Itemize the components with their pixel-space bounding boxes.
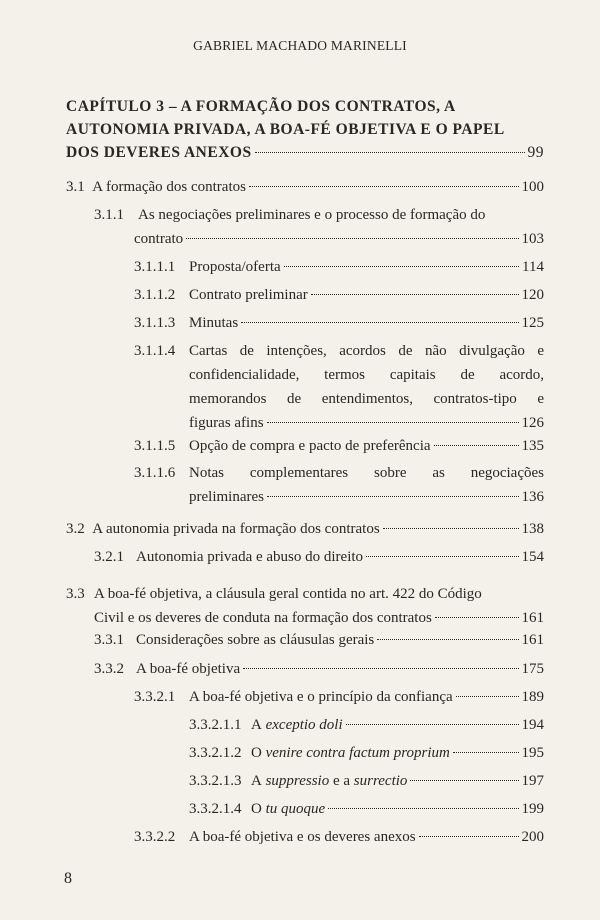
section-title-prefix: A [251, 773, 262, 789]
page-ref: 125 [521, 315, 544, 331]
page-ref: 161 [521, 632, 544, 648]
dot-leader [255, 152, 525, 153]
section-title: Minutas [189, 315, 239, 331]
section-number: 3.1.1.5 [134, 438, 176, 454]
section-number: 3.1.1 [94, 207, 124, 223]
section-number: 3.3.1 [94, 632, 124, 648]
section-title-prefix: O [251, 801, 262, 817]
toc-entry-3-3-2-1-3 [189, 769, 544, 793]
section-number: 3.2.1 [94, 549, 124, 565]
page-ref: 135 [521, 438, 544, 454]
section-title-italic: exceptio doli [265, 717, 343, 733]
page-ref: 195 [521, 745, 544, 761]
toc-entry-3-1-1-5 [134, 434, 544, 458]
section-number: 3.3.2.1.1 [189, 717, 242, 733]
dot-leader [311, 294, 519, 295]
toc-entry-3-3-2-1-2 [189, 741, 544, 765]
dot-leader [456, 696, 519, 697]
toc-entry-3-1-1 [94, 203, 544, 251]
section-number: 3.3.2.1.4 [189, 801, 242, 817]
toc-entry-3-1-1-4 [134, 339, 544, 435]
section-number: 3.3.2.2 [134, 829, 176, 845]
page-ref: 154 [521, 549, 544, 565]
toc-entry-3-1 [66, 175, 544, 199]
section-title-middle: e a [332, 773, 351, 789]
page-ref: 199 [521, 801, 544, 817]
dot-leader [249, 186, 519, 187]
section-title: Notas complementares sobre as negociações [189, 465, 544, 481]
section-title: Cartas de intenções, acordos de não divulgação e [189, 343, 544, 359]
toc-entry-3-3-2-2 [134, 825, 544, 849]
section-title-cont: memorandos de entendimentos, contratos-tipo e [189, 391, 544, 407]
section-number: 3.3.2.1.3 [189, 773, 242, 789]
dot-leader [267, 496, 519, 497]
section-title-cont: figuras afins [189, 415, 264, 431]
dot-leader [366, 556, 518, 557]
page-ref: 161 [521, 610, 544, 626]
section-title-cont: confidencialidade, termos capitais de acordo, [189, 367, 544, 383]
chapter-title-text: DOS DEVERES ANEXOS [66, 144, 252, 161]
toc-entry-3-3-2-1 [134, 685, 544, 709]
section-number: 3.3.2.1.2 [189, 745, 242, 761]
running-head: GABRIEL MACHADO MARINELLI [193, 38, 407, 53]
section-title: Opção de compra e pacto de preferência [189, 438, 431, 454]
section-title: Contrato preliminar [189, 287, 308, 303]
page-ref: 189 [521, 689, 544, 705]
section-number: 3.3 [66, 586, 85, 602]
dot-leader [453, 752, 519, 753]
dot-leader [434, 445, 519, 446]
dot-leader [435, 617, 519, 618]
page-ref: 138 [521, 521, 544, 537]
page-ref: 100 [521, 179, 544, 195]
section-title-prefix: O [251, 745, 262, 761]
section-title: A boa-fé objetiva [136, 661, 241, 677]
dot-leader [243, 668, 518, 669]
chapter-heading [66, 95, 544, 164]
section-title: A boa-fé objetiva e o princípio da confiança [189, 689, 453, 705]
section-title: As negociações preliminares e o processo de formação do [138, 207, 486, 223]
dot-leader [383, 528, 519, 529]
page-ref: 120 [521, 287, 544, 303]
section-title: A autonomia privada na formação dos contratos [92, 521, 380, 537]
page-ref: 194 [521, 717, 544, 733]
dot-leader [241, 322, 518, 323]
chapter-title-line-3 [66, 141, 544, 164]
toc-entry-3-2 [66, 517, 544, 541]
section-number: 3.1.1.1 [134, 259, 176, 275]
toc-entry-3-3-1 [94, 628, 544, 652]
section-title-prefix: A [251, 717, 262, 733]
toc-entry-3-1-1-2 [134, 283, 544, 307]
dot-leader [328, 808, 518, 809]
toc-entry-3-2-1 [94, 545, 544, 569]
page-ref: 200 [521, 829, 544, 845]
section-number: 3.1.1.3 [134, 315, 176, 331]
toc-entry-3-1-1-1 [134, 255, 544, 279]
section-title: Proposta/oferta [189, 259, 281, 275]
toc-entry-3-3 [66, 582, 544, 630]
section-title: A formação dos contratos [92, 179, 246, 195]
toc-entry-3-3-2 [94, 657, 544, 681]
page-number: 8 [64, 870, 72, 887]
section-number: 3.1.1.6 [134, 465, 176, 481]
page-ref: 136 [521, 489, 544, 505]
section-number: 3.2 [66, 521, 85, 537]
dot-leader [284, 266, 519, 267]
chapter-title-line-2: AUTONOMIA PRIVADA, A BOA-FÉ OBJETIVA E O PAPEL [66, 121, 505, 138]
section-number: 3.1 [66, 179, 85, 195]
section-number: 3.3.2 [94, 661, 124, 677]
section-title: Considerações sobre as cláusulas gerais [136, 632, 375, 648]
section-number: 3.1.1.4 [134, 343, 176, 359]
page-ref: 99 [527, 144, 544, 161]
section-title-cont: contrato [134, 231, 184, 247]
toc-entry-3-1-1-6 [134, 461, 544, 509]
dot-leader [419, 836, 519, 837]
section-title-italic: tu quoque [265, 801, 326, 817]
page-ref: 175 [521, 661, 544, 677]
toc-entry-3-3-2-1-4 [189, 797, 544, 821]
page-ref: 114 [522, 259, 544, 275]
dot-leader [186, 238, 518, 239]
section-number: 3.1.1.2 [134, 287, 176, 303]
section-title-italic-2: surrectio [353, 773, 408, 789]
section-title: Autonomia privada e abuso do direito [136, 549, 364, 565]
page-ref: 197 [521, 773, 544, 789]
section-title-italic: suppressio [265, 773, 330, 789]
section-title: A boa-fé objetiva, a cláusula geral contida no art. 422 do Código [94, 586, 482, 602]
section-number: 3.3.2.1 [134, 689, 176, 705]
page-ref: 103 [521, 231, 544, 247]
dot-leader [410, 780, 518, 781]
section-title-cont: preliminares [189, 489, 264, 505]
page-ref: 126 [521, 415, 544, 431]
chapter-title-line-1: CAPÍTULO 3 – A FORMAÇÃO DOS CONTRATOS, A [66, 98, 456, 115]
section-title: A boa-fé objetiva e os deveres anexos [189, 829, 416, 845]
section-title-italic: venire contra factum proprium [265, 745, 450, 761]
toc-entry-3-3-2-1-1 [189, 713, 544, 737]
dot-leader [377, 639, 518, 640]
toc-entry-3-1-1-3 [134, 311, 544, 335]
dot-leader [267, 422, 519, 423]
dot-leader [346, 724, 519, 725]
section-title-cont: Civil e os deveres de conduta na formação dos contratos [94, 610, 432, 626]
